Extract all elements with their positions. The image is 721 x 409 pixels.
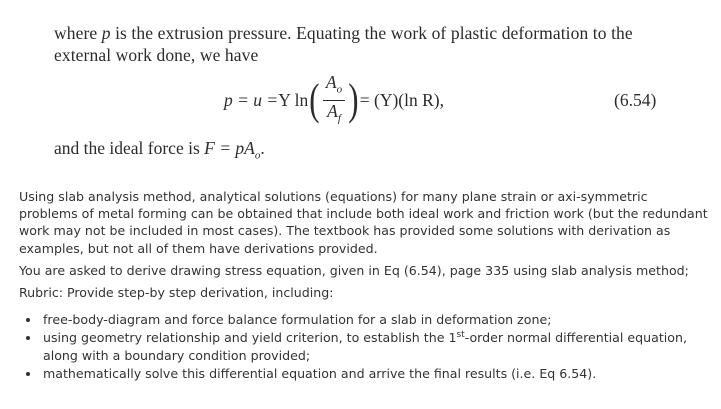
eq-rhs: = (Y)(ln R), — [359, 89, 444, 110]
rubric-item-solve: • mathematically solve this differential equation and arrive the final results (i.e. Eq 6.54). — [41, 365, 709, 382]
rubric-item-fbd: • free-body-diagram and force balance formulation for a slab in deformation zone; — [41, 311, 709, 328]
left-paren: ( — [309, 75, 320, 124]
textbook-intro-paragraph: where p is the extrusion pressure. Equating the work of plastic deformation to the external work done, we have — [54, 23, 633, 65]
rubric-list — [19, 311, 709, 382]
ideal-force-line: and the ideal force is $F = pA_o$. — [54, 138, 265, 162]
assignment-post — [19, 188, 709, 383]
rubric-item-ode: • using geometry relationship and yield criterion, to establish the 1st-order normal differential equation, along with a boundary condition provided; — [41, 329, 709, 363]
eq-lhs: p = u = — [224, 89, 279, 110]
equation-6-54 — [224, 70, 444, 130]
assignment-paragraph-rubric: Rubric: Provide step-by step derivation, including: — [19, 285, 334, 301]
area-ratio-fraction: $\frac{A_o}{A_f}$ — [323, 73, 345, 127]
textbook-excerpt — [0, 0, 721, 180]
equation-number: (6.54) — [614, 90, 657, 110]
right-paren: ) — [348, 75, 359, 124]
assignment-paragraph-task: You are asked to derive drawing stress equation, given in Eq (6.54), page 335 using slab analysis method; — [19, 262, 689, 278]
assignment-paragraph-intro: Using slab analysis method, analytical solutions (equations) for many plane strain or axi-symmetric problems of metal forming can be obtained that include both ideal work and friction work (but the redundant work may not be included in most cases). The textbook has provided some solutions with derivation as examples, but not all of them have derivations provided. — [19, 189, 708, 256]
eq-y-ln: Y ln — [278, 89, 309, 110]
